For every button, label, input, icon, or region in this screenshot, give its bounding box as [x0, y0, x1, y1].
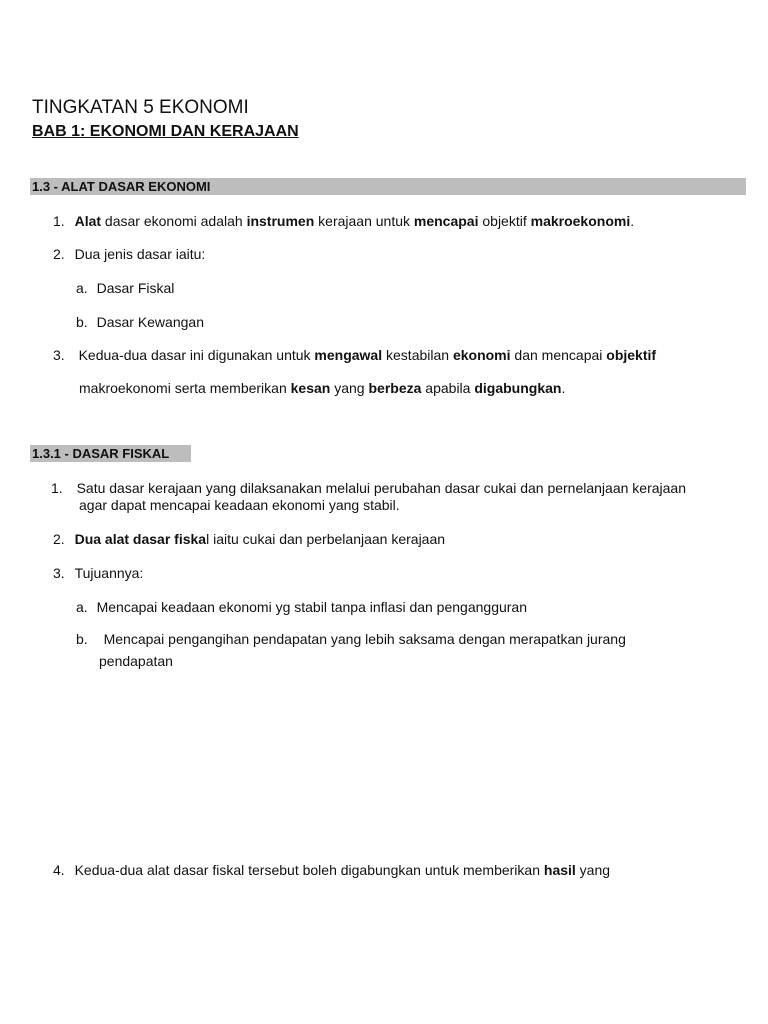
sub-item-text: Dasar Fiskal — [96, 280, 175, 296]
sub-item-letter: b. — [76, 631, 88, 647]
bold-text: digabungkan — [474, 380, 562, 396]
list-number: 1. — [51, 480, 63, 496]
list-number: 4. — [53, 862, 65, 878]
text: kerajaan untuk — [314, 213, 414, 229]
bold-text: mencapai — [413, 213, 479, 229]
text: makroekonomi serta memberikan — [79, 380, 291, 396]
bold-text: instrumen — [246, 213, 315, 229]
list-item-1 — [51, 479, 686, 497]
section-heading-1-3: 1.3 - ALAT DASAR EKONOMI — [32, 179, 211, 194]
text: . — [561, 380, 566, 396]
bold-text: ekonomi — [452, 347, 511, 363]
list-number: 3. — [53, 347, 65, 363]
text: dasar ekonomi adalah — [101, 213, 247, 229]
section-heading-1-3-1: 1.3.1 - DASAR FISKAL — [32, 446, 170, 461]
bold-text: Alat — [74, 213, 102, 229]
text: yang — [575, 862, 611, 878]
sub-item-a — [76, 598, 527, 616]
sub-item-text: Mencapai keadaan ekonomi yg stabil tanpa inflasi dan pengangguran — [96, 599, 527, 615]
list-item-3 — [53, 346, 656, 364]
text: objektif — [478, 213, 531, 229]
sub-item-b — [76, 630, 626, 648]
list-number: 1. — [53, 213, 65, 229]
text: l iaitu cukai dan perbelanjaan kerajaan — [206, 531, 446, 547]
bold-text: berbeza — [368, 380, 422, 396]
chapter-subtitle: BAB 1: EKONOMI DAN KERAJAAN — [32, 123, 299, 140]
list-number: 2. — [53, 246, 65, 262]
text: apabila — [421, 380, 475, 396]
list-item-1 — [53, 212, 634, 230]
sub-item-letter: b. — [76, 314, 88, 330]
sub-item-b — [76, 313, 204, 331]
sub-item-letter: a. — [76, 280, 88, 296]
list-number: 3. — [53, 565, 65, 581]
sub-item-text: Dasar Kewangan — [96, 314, 204, 330]
list-item-text: Dua jenis dasar iaitu: — [74, 246, 206, 262]
bold-text: Dua alat dasar fiska — [74, 531, 207, 547]
bold-text: mengawal — [314, 347, 383, 363]
sub-item-a — [76, 279, 174, 297]
sub-item-text: Mencapai pengangihan pendapatan yang lebih saksama dengan merapatkan jurang — [103, 631, 626, 647]
text: . — [630, 213, 635, 229]
document-title: TINGKATAN 5 EKONOMI — [32, 97, 249, 118]
text: yang — [330, 380, 369, 396]
list-item-4 — [53, 861, 610, 879]
list-item-1-continued: agar dapat mencapai keadaan ekonomi yang stabil. — [79, 497, 400, 513]
text: Kedua-dua alat dasar fiskal tersebut boleh digabungkan untuk memberikan — [74, 862, 544, 878]
list-item-3 — [53, 564, 143, 582]
bold-text: objektif — [606, 347, 657, 363]
bold-text: kesan — [290, 380, 331, 396]
text: kestabilan — [382, 347, 453, 363]
list-item-2 — [53, 530, 445, 548]
text: dan mencapai — [510, 347, 607, 363]
bold-text: hasil — [543, 862, 576, 878]
list-item-3-continued — [79, 379, 565, 397]
bold-text: makroekonomi — [530, 213, 631, 229]
text: Kedua-dua dasar ini digunakan untuk — [78, 347, 315, 363]
sub-item-letter: a. — [76, 599, 88, 615]
list-number: 2. — [53, 531, 65, 547]
list-item-text: Satu dasar kerajaan yang dilaksanakan melalui perubahan dasar cukai dan pernelanjaan kerajaan — [76, 480, 686, 496]
list-item-2 — [53, 245, 205, 263]
list-item-text: Tujuannya: — [74, 565, 144, 581]
sub-item-b-continued: pendapatan — [99, 653, 173, 669]
